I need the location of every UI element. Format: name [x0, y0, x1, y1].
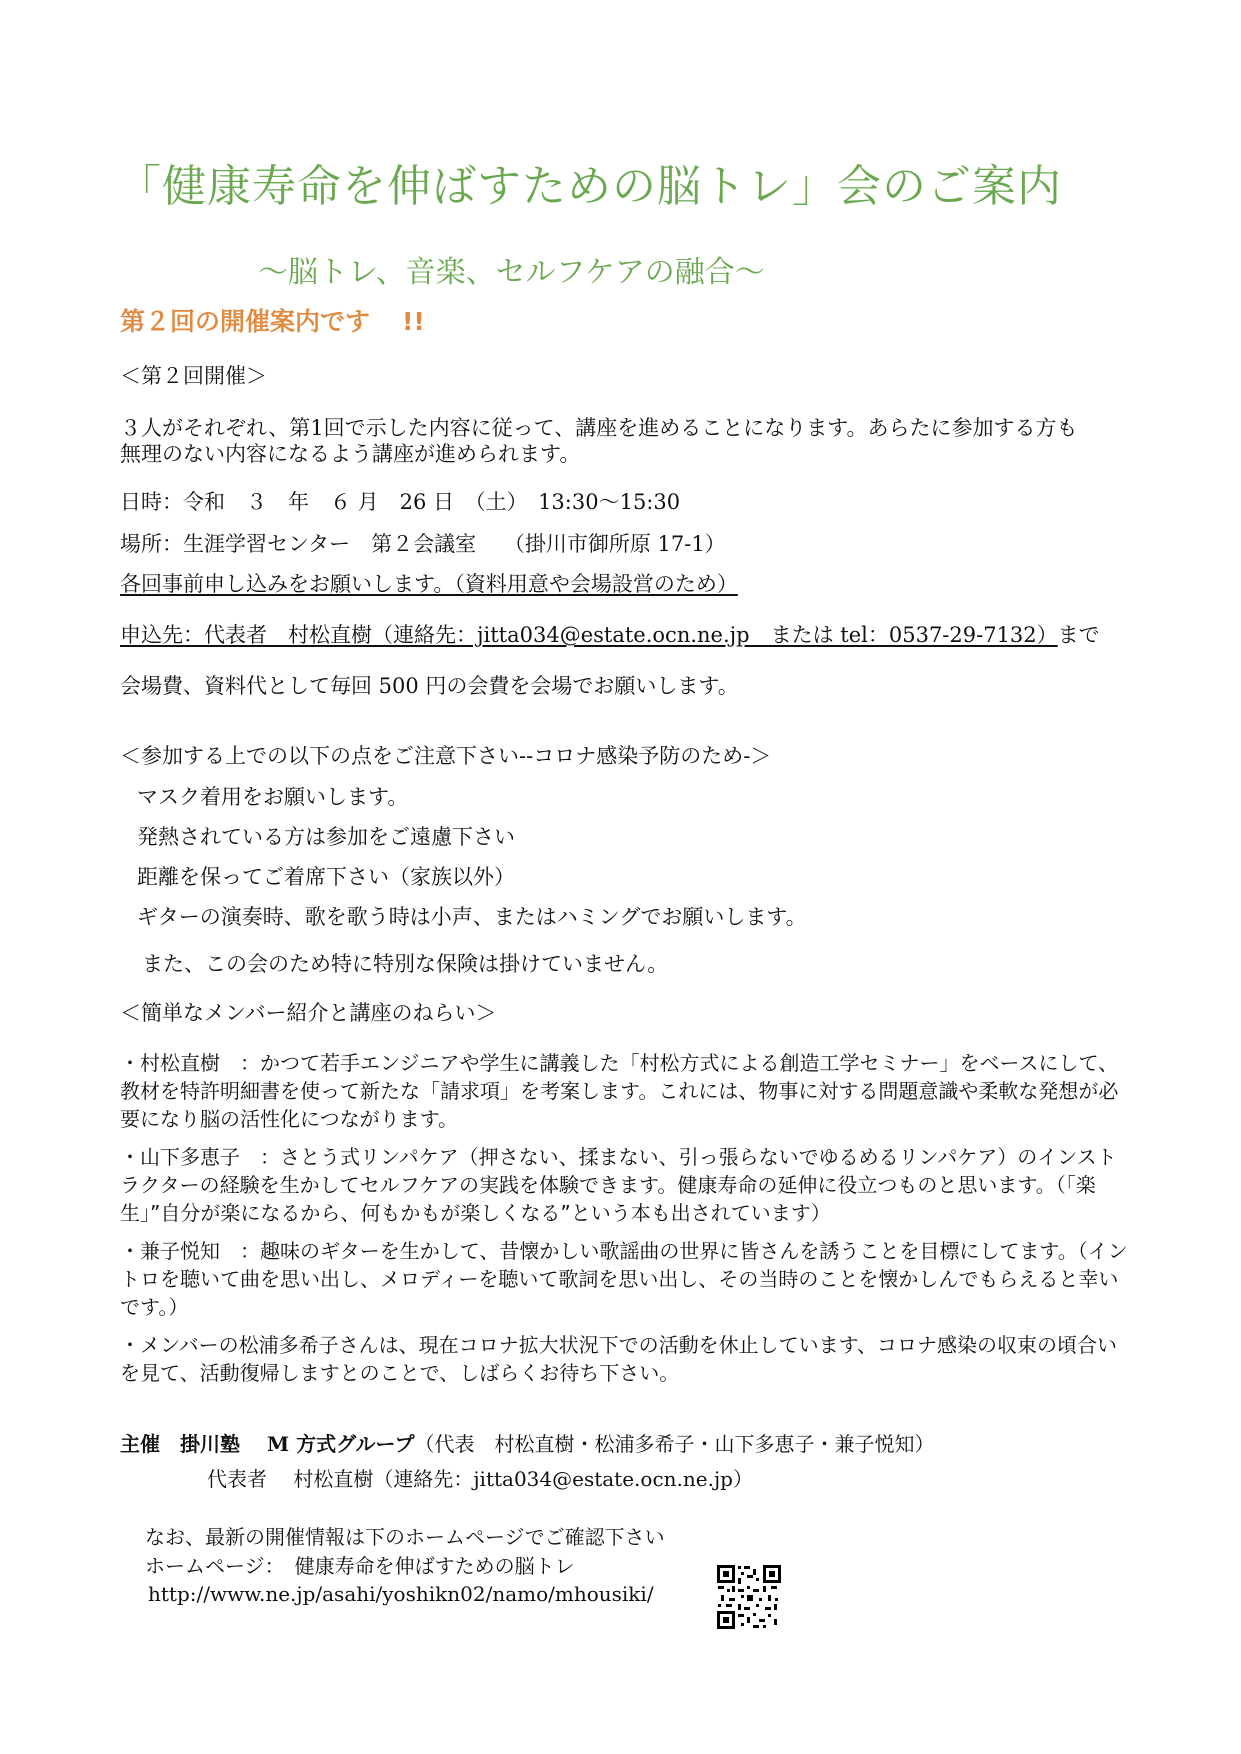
caution-item: 発熱されている方は参加をご遠慮下さい [137, 825, 515, 849]
fee-line: 会場費、資料代として毎回 500 円の会費を会場でお願いします。 [120, 674, 739, 698]
session-notice-exclaim: !! [402, 307, 425, 336]
homepage-note: なお、最新の開催情報は下のホームページでご確認下さい [145, 1525, 665, 1549]
page-title: 「健康寿命を伸ばすための脳トレ」会のご案内 [117, 161, 1062, 212]
reservation-line: 各回事前申し込みをお願いします。（資料用意や会場設営のため） [120, 572, 738, 596]
intro-line-2: 無理のない内容になるよう講座が進められます。 [120, 442, 581, 466]
session-heading: ＜第２回開催＞ [120, 364, 267, 388]
members-heading: ＜簡単なメンバー紹介と講座のねらい＞ [120, 1001, 497, 1025]
page-subtitle: 〜脳トレ、音楽、セルフケアの融合〜 [258, 255, 765, 290]
qr-code-icon [716, 1564, 782, 1630]
member-intro: ・兼子悦知 ：趣味のギターを生かして、昔懐かしい歌謡曲の世界に皆さんを誘うことを目標にしてます。（イントロを聴いて曲を思い出し、メロディーを聴いて歌詞を思い出し、その当時のことを懐かしんでもらえると幸いです。） [120, 1239, 1128, 1319]
contact-suffix: まで [1057, 623, 1100, 647]
organizer-label: 主催 掛川塾 M 方式グループ [120, 1432, 415, 1456]
session-notice-text: 第２回の開催案内です [120, 307, 371, 336]
member-intro: ・メンバーの松浦多希子さんは、現在コロナ拡大状況下での活動を休止しています、コロナ感染の収束の頃合いを見て、活動復帰しますとのことで、しばらくお待ち下さい。 [120, 1333, 1117, 1385]
date-line: 日時：令和 ３ 年 ６ 月 26 日 （土） 13:30〜15:30 [120, 490, 681, 514]
caution-heading: ＜参加する上での以下の点をご注意下さい--コロナ感染予防のため-＞ [120, 744, 772, 768]
place-line: 場所：生涯学習センター 第２会議室 （掛川市御所原 17-1） [120, 532, 726, 556]
insurance-line: また、この会のため特に特別な保険は掛けていません。 [142, 952, 669, 976]
homepage-url[interactable]: http://www.ne.jp/asahi/yoshikn02/namo/mhousiki/ [148, 1582, 654, 1606]
organizer-line [120, 1428, 934, 1457]
caution-item: 距離を保ってご着席下さい（家族以外） [137, 865, 515, 889]
organizer-members: （代表 村松直樹・松浦多希子・山下多恵子・兼子悦知） [414, 1432, 935, 1456]
member-intro: ・村松直樹 ：かつて若手エンジニアや学生に講義した「村松方式による創造工学セミナー」をベースにして、教材を特許明細書を使って新たな「請求項」を考案します。これには、物事に対する問題意識や柔軟な発想が必要になり脳の活性化につながります。 [120, 1051, 1119, 1131]
session-notice [120, 302, 425, 338]
contact-line [120, 619, 1100, 649]
member-intro: ・山下多恵子 ：さとう式リンパケア（押さない、揉まない、引っ張らないでゆるめるリンパケア）のインストラクターの経験を生かしてセルフケアの実践を体験できます。健康寿命の延伸に役立つものと思います。（「楽生」”自分が楽になるから、何もかもが楽しくなる”という本も出されています） [120, 1145, 1117, 1225]
caution-item: ギターの演奏時、歌を歌う時は小声、またはハミングでお願いします。 [137, 905, 807, 929]
caution-item: マスク着用をお願いします。 [137, 785, 409, 809]
representative-line: 代表者 村松直樹（連絡先：jitta034@estate.ocn.ne.jp） [207, 1467, 753, 1491]
contact-details: 申込先：代表者 村松直樹（連絡先：jitta034@estate.ocn.ne.jp または tel：0537-29-7132） [120, 623, 1058, 647]
intro-line-1: ３人がそれぞれ、第1回で示した内容に従って、講座を進めることになります。あらたに参加する方も [120, 416, 1078, 440]
homepage-label: ホームページ： 健康寿命を伸ばすための脳トレ [145, 1554, 575, 1578]
